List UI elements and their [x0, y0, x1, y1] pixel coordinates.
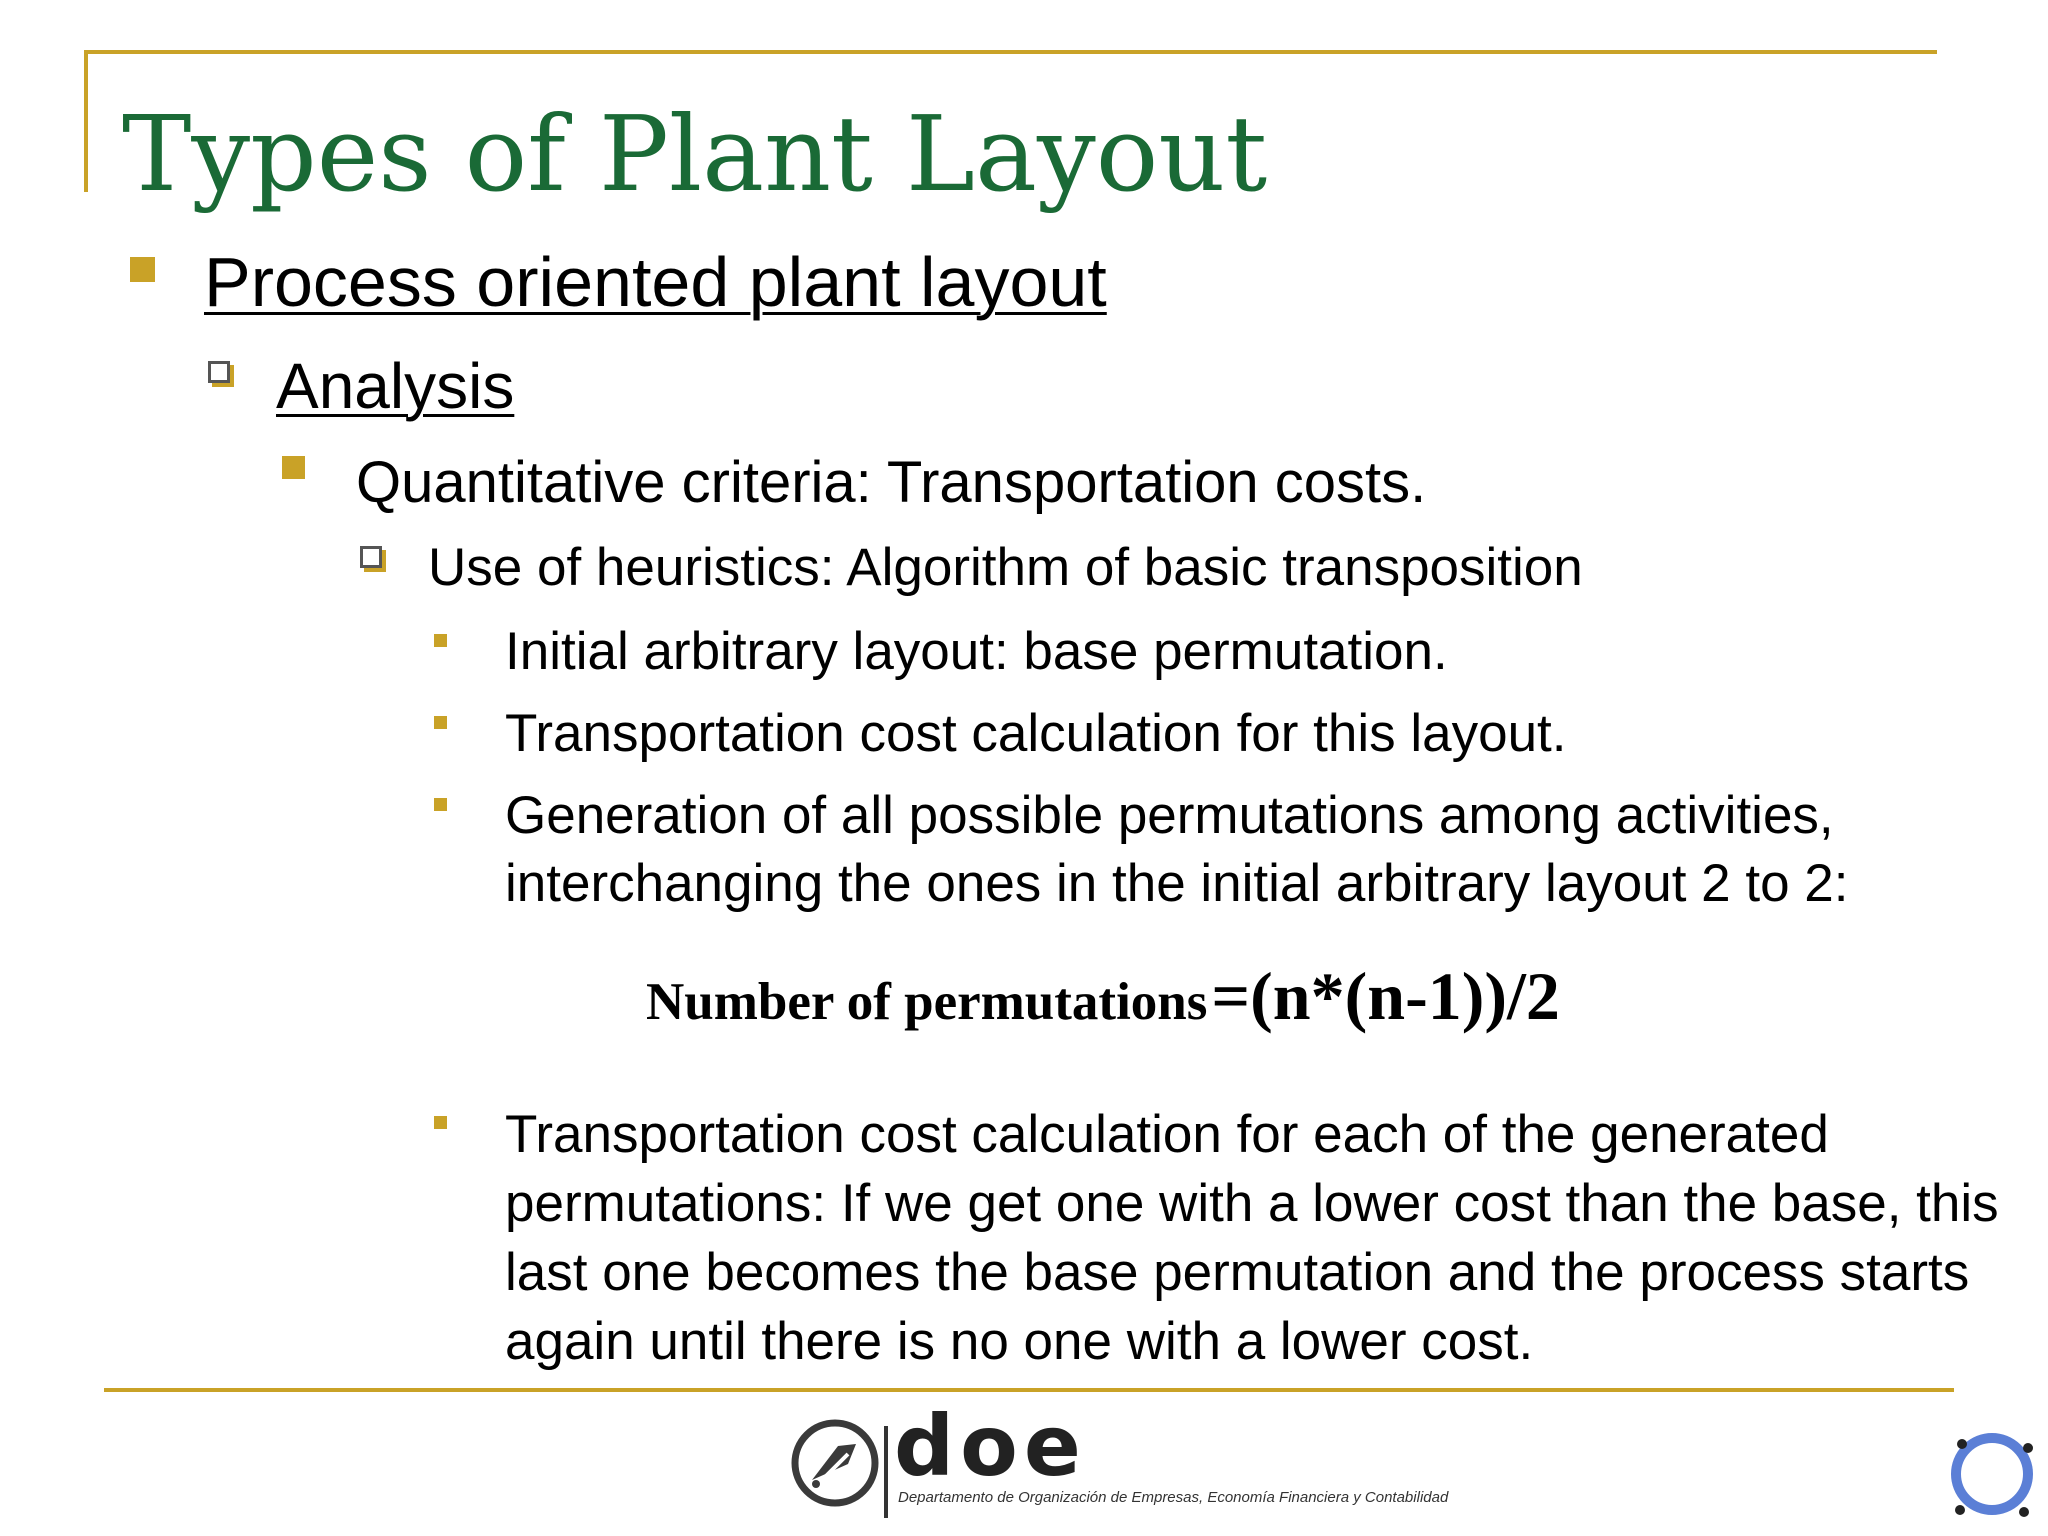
- bullet-level3: Quantitative criteria: Transportation costs.: [356, 450, 1427, 515]
- bullet-level5-item: Initial arbitrary layout: base permutation.: [505, 622, 1448, 681]
- small-square-bullet-icon: [434, 716, 447, 729]
- doe-emblem-icon: [790, 1418, 880, 1508]
- square-bullet-icon: [130, 257, 155, 282]
- top-rule: [84, 50, 1937, 54]
- hollow-square-bullet-icon: [208, 361, 230, 383]
- left-rule: [84, 50, 88, 192]
- square-bullet-icon: [282, 456, 305, 479]
- logo-wordmark: doe: [894, 1397, 1087, 1495]
- small-square-bullet-icon: [434, 1116, 447, 1129]
- formula-label: Number of permutations: [646, 973, 1208, 1031]
- bullet-level5-item: Transportation cost calculation for each of the generated permutations: If we get one with a lower cost than the base, this last one becomes the base permutation and the process starts again until there is no one with a lower cost.: [505, 1105, 1999, 1371]
- logo-divider: [884, 1426, 888, 1518]
- bullet-level1: Process oriented plant layout: [204, 243, 1107, 321]
- corner-ring-icon: [1944, 1426, 2040, 1522]
- permutations-formula: [646, 960, 1560, 1051]
- slide-title: Types of Plant Layout: [122, 93, 1268, 215]
- small-square-bullet-icon: [434, 634, 447, 647]
- bullet-level4: Use of heuristics: Algorithm of basic transposition: [428, 538, 1583, 597]
- hollow-square-bullet-icon: [360, 546, 382, 568]
- bottom-rule: [104, 1388, 1954, 1392]
- small-square-bullet-icon: [434, 798, 447, 811]
- bullet-level5-item: Transportation cost calculation for this layout.: [505, 704, 1567, 763]
- doe-logo: [790, 1397, 1490, 1518]
- bullet-level5-item: Generation of all possible permutations among activities, interchanging the ones in the initial arbitrary layout 2 to 2:: [505, 786, 1849, 913]
- department-name: Departamento de Organización de Empresas, Economía Financiera y Contabilidad: [898, 1489, 1449, 1506]
- formula-expression: =(n*(n-1))/2: [1211, 958, 1560, 1034]
- bullet-level2: Analysis: [276, 350, 515, 422]
